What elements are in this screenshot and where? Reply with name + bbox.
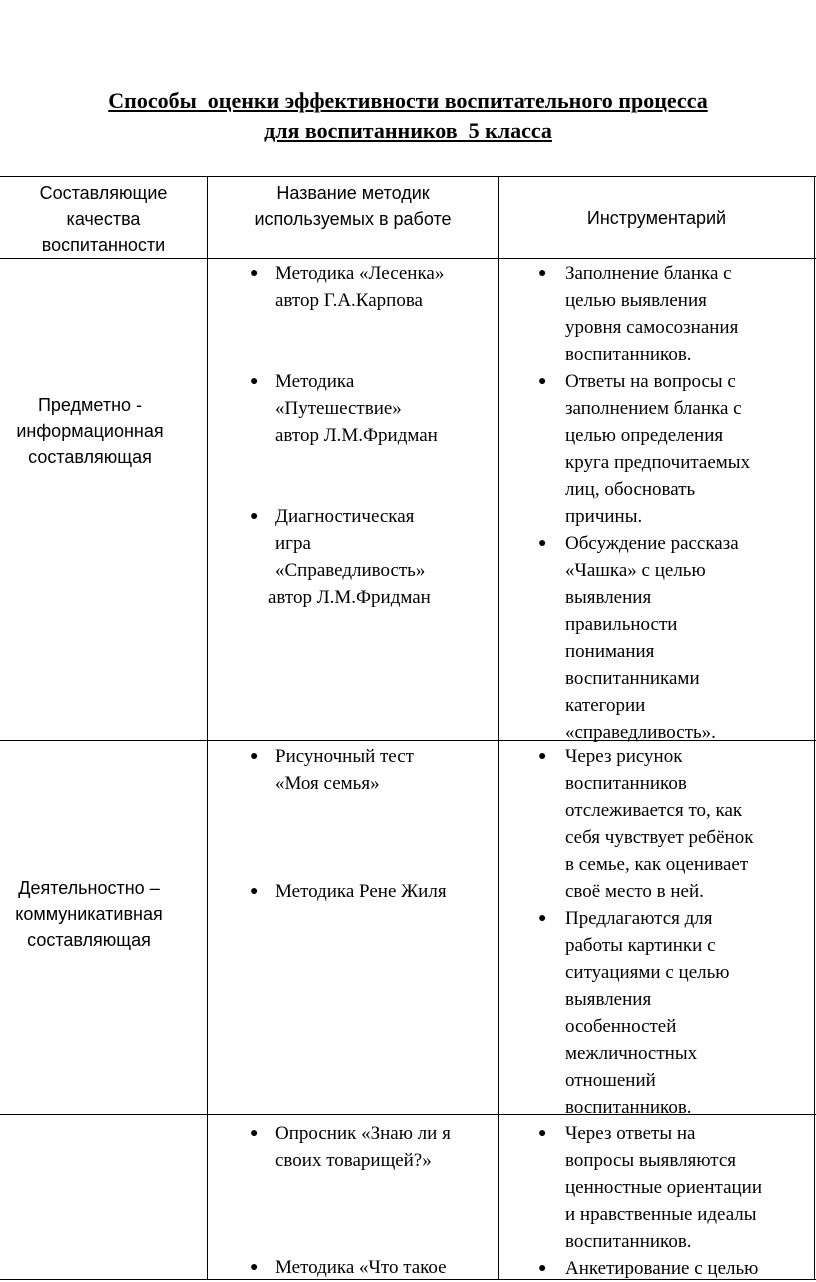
tool-line: Через ответы на	[565, 1123, 696, 1144]
tool-line: причины.	[565, 506, 643, 527]
tool-line: целью выявления	[565, 290, 707, 311]
header-methods	[208, 180, 498, 232]
row-1-tools	[535, 260, 813, 746]
bullet-icon: ●	[250, 884, 259, 899]
label-line: информационная	[16, 421, 164, 441]
column-divider-1	[207, 176, 208, 1280]
title-line-1: Способы оценки эффективности воспитательного процесса	[108, 88, 708, 113]
row-1-label	[0, 392, 180, 470]
method-line: автор Л.М.Фридман	[268, 587, 431, 608]
method-item	[245, 743, 495, 797]
row-1-methods-3	[245, 503, 495, 611]
method-line: Методика «Что такое	[275, 1257, 447, 1278]
tool-line: «справедливость».	[565, 722, 716, 743]
tool-line: «Чашка» с целью	[565, 560, 706, 581]
tool-line: отношений	[565, 1070, 656, 1091]
tool-line: воспитанниками	[565, 668, 700, 689]
tool-line: уровня самосознания	[565, 317, 739, 338]
row-3-methods-2	[245, 1254, 495, 1281]
tool-line: отслеживается то, как	[565, 800, 743, 821]
label-line: Предметно -	[37, 395, 143, 415]
tool-line: вопросы выявляются	[565, 1150, 736, 1171]
method-item	[245, 1120, 495, 1174]
label-line: составляющая	[28, 447, 152, 467]
header-line: Название методик	[276, 183, 430, 203]
tool-line: себя чувствует ребёнок	[565, 827, 754, 848]
tool-line: Заполнение бланка с	[565, 263, 732, 284]
header-divider	[0, 258, 816, 259]
method-line: Опросник «Знаю ли я	[275, 1123, 451, 1144]
column-divider-2	[498, 176, 499, 1280]
tool-line: Предлагаются для	[565, 908, 713, 929]
tool-line: ситуациями с целью	[565, 962, 730, 983]
row-1-methods-2	[245, 368, 495, 449]
bullet-icon: ●	[250, 1126, 259, 1141]
label-line: составляющая	[27, 930, 151, 950]
tool-item	[535, 368, 813, 530]
tool-line: выявления	[565, 989, 652, 1010]
tool-line: ценностные ориентации	[565, 1177, 763, 1198]
method-line: игра	[275, 533, 311, 554]
document-title	[0, 86, 816, 146]
tool-line: и нравственные идеалы	[565, 1204, 757, 1225]
header-line: Составляющие	[39, 183, 168, 203]
tool-line: воспитанников.	[565, 1231, 692, 1252]
tool-line: воспитанников.	[565, 344, 692, 365]
label-line: Деятельностно –	[18, 878, 160, 898]
method-line: Методика «Лесенка»	[275, 263, 445, 284]
method-line: Методика Рене Жиля	[275, 881, 447, 902]
row-1-methods	[245, 260, 495, 314]
tool-item	[535, 1255, 813, 1282]
tool-line: воспитанников	[565, 773, 687, 794]
method-line: Методика	[275, 371, 355, 392]
row-2-label	[0, 875, 184, 953]
bullet-icon: ●	[250, 509, 259, 524]
title-line-2: для воспитанников 5 класса	[264, 118, 552, 143]
tool-item	[535, 905, 813, 1121]
bullet-icon: ●	[538, 536, 547, 551]
row-3-methods	[245, 1120, 495, 1174]
method-item	[245, 260, 495, 314]
bullet-icon: ●	[538, 749, 547, 764]
method-line: «Справедливость»	[275, 560, 426, 581]
tool-line: в семье, как оценивает	[565, 854, 749, 875]
tool-line: выявления	[565, 587, 652, 608]
method-line: «Моя семья»	[275, 773, 380, 794]
tool-item	[535, 260, 813, 368]
row-2-methods-2	[245, 878, 495, 905]
bullet-icon: ●	[250, 1260, 259, 1275]
row-3-tools	[535, 1120, 813, 1282]
row-2-methods	[245, 743, 495, 797]
method-item	[245, 503, 495, 611]
tool-line: заполнением бланка с	[565, 398, 742, 419]
tool-item	[535, 530, 813, 746]
tool-item	[535, 743, 813, 905]
tool-line: Через рисунок	[565, 746, 683, 767]
table-border-top	[0, 176, 816, 177]
tool-line: понимания	[565, 641, 655, 662]
tool-line: Анкетирование с целью	[565, 1258, 759, 1279]
bullet-icon: ●	[250, 266, 259, 281]
method-line: Рисуночный тест	[275, 746, 414, 767]
tool-line: круга предпочитаемых	[565, 452, 751, 473]
method-item	[245, 878, 495, 905]
label-line: коммуникативная	[15, 904, 163, 924]
tool-line: особенностей	[565, 1016, 677, 1037]
tool-line: правильности	[565, 614, 678, 635]
method-item	[245, 1254, 495, 1281]
row-2-tools	[535, 743, 813, 1121]
header-line: Инструментарий	[586, 208, 727, 228]
method-line: своих товарищей?»	[275, 1150, 432, 1171]
method-line: автор Л.М.Фридман	[275, 425, 438, 446]
header-components	[0, 180, 207, 258]
tool-line: Ответы на вопросы с	[565, 371, 736, 392]
method-line: автор Г.А.Карпова	[275, 290, 423, 311]
tool-item	[535, 1120, 813, 1255]
method-line: «Путешествие»	[275, 398, 402, 419]
tool-line: целью определения	[565, 425, 724, 446]
tool-line: лиц, обосновать	[565, 479, 696, 500]
bullet-icon: ●	[250, 374, 259, 389]
table-border-right	[814, 176, 815, 1280]
tool-line: категории	[565, 695, 646, 716]
tool-line: воспитанников.	[565, 1097, 692, 1118]
bullet-icon: ●	[538, 266, 547, 281]
bullet-icon: ●	[538, 1261, 547, 1276]
tool-line: Обсуждение рассказа	[565, 533, 739, 554]
bullet-icon: ●	[538, 911, 547, 926]
header-line: используемых в работе	[254, 209, 452, 229]
tool-line: межличностных	[565, 1043, 698, 1064]
tool-line: работы картинки с	[565, 935, 716, 956]
bullet-icon: ●	[538, 1126, 547, 1141]
method-item	[245, 368, 495, 449]
header-tools	[499, 205, 814, 231]
header-line: воспитанности	[41, 235, 166, 255]
bullet-icon: ●	[250, 749, 259, 764]
method-line: Диагностическая	[275, 506, 415, 527]
bullet-icon: ●	[538, 374, 547, 389]
header-line: качества	[66, 209, 141, 229]
tool-line: своё место в ней.	[565, 881, 704, 902]
